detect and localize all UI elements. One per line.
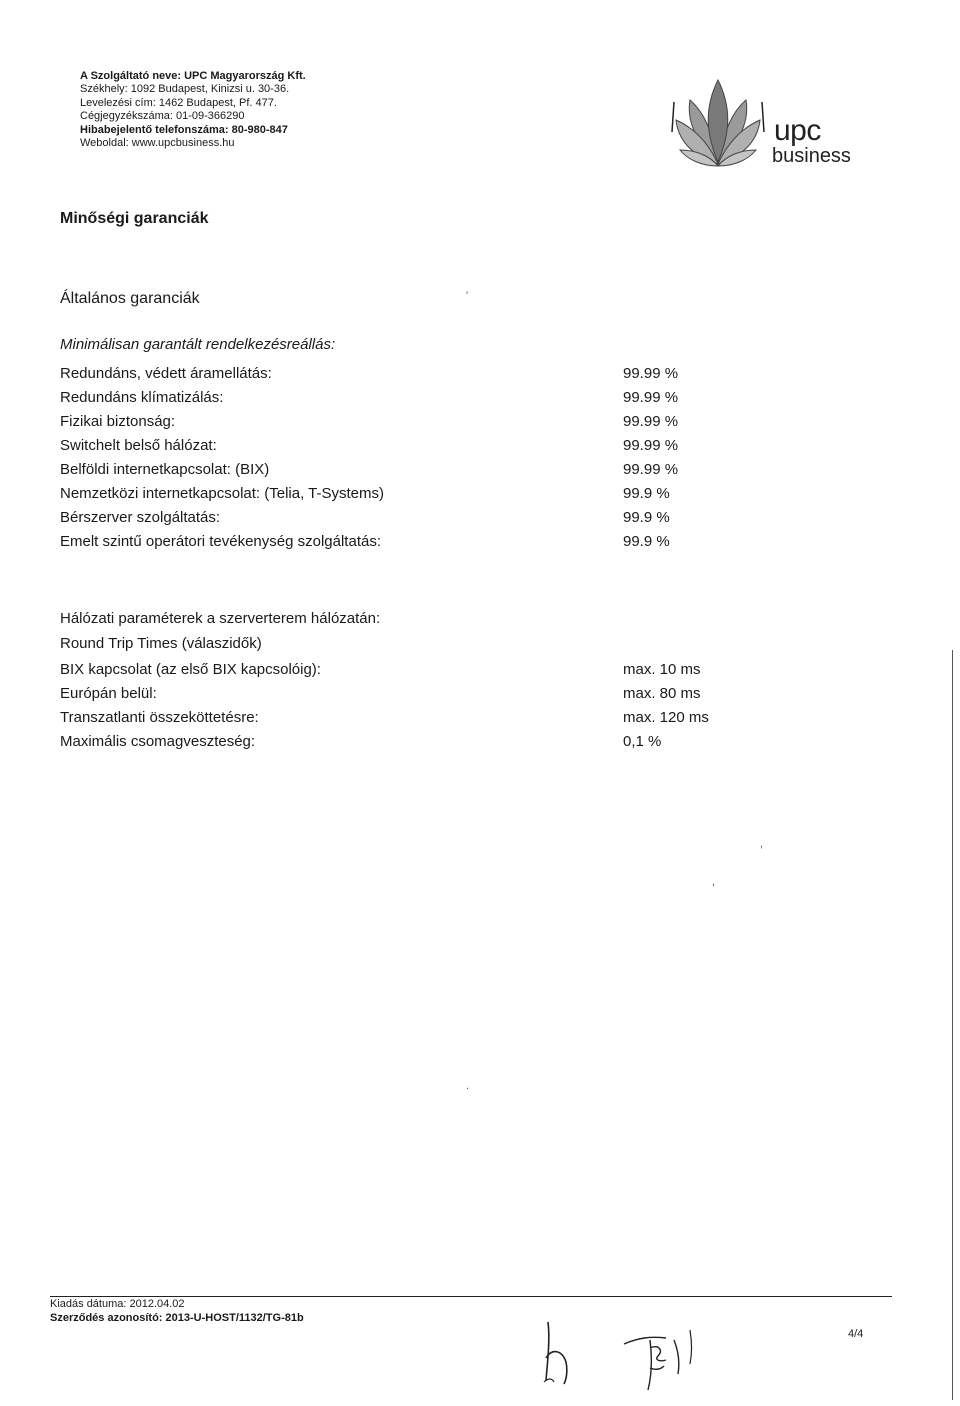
- logo-text-business: business: [772, 145, 851, 167]
- row-label: Redundáns klímatizálás:: [60, 389, 224, 406]
- logo-text-upc: upc: [774, 114, 821, 147]
- row-value: max. 80 ms: [623, 685, 701, 702]
- upc-flower-icon: [668, 72, 768, 172]
- network-heading: Hálózati paraméterek a szerverterem hálózatán:: [60, 610, 381, 627]
- row-value: max. 120 ms: [623, 709, 709, 726]
- company-website-line: Weboldal: www.upcbusiness.hu: [80, 137, 235, 150]
- row-value: max. 10 ms: [623, 661, 701, 678]
- availability-row: [60, 362, 760, 386]
- footer: [50, 1297, 304, 1325]
- row-value: 99.99 %: [623, 437, 679, 454]
- row-label: Switchelt belső hálózat:: [60, 437, 217, 454]
- row-label: Emelt szintű operátori tevékenység szolgáltatás:: [60, 533, 381, 550]
- row-value: 99.9 %: [623, 485, 670, 502]
- scan-speck: .: [466, 1080, 470, 1092]
- network-row: [60, 658, 760, 682]
- scan-speck: ,: [760, 838, 764, 850]
- row-label: Európán belül:: [60, 685, 157, 702]
- row-label: Maximális csomagveszteség:: [60, 733, 256, 750]
- row-value: 99.9 %: [623, 509, 670, 526]
- row-value: 99.99 %: [623, 389, 679, 406]
- page-subtitle: Általános garanciák: [60, 290, 200, 307]
- row-value: 99.99 %: [623, 365, 679, 382]
- scan-edge: [952, 650, 953, 1400]
- contract-id: Szerződés azonosító: 2013-U-HOST/1132/TG-81b: [50, 1312, 304, 1324]
- row-value: 99.9 %: [623, 533, 670, 550]
- row-value: 99.99 %: [623, 461, 679, 478]
- row-label: Fizikai biztonság:: [60, 413, 176, 430]
- network-row: [60, 682, 760, 706]
- availability-row: [60, 530, 760, 554]
- availability-row: [60, 506, 760, 530]
- upc-business-logo: [668, 72, 868, 172]
- page-number: 4/4: [848, 1328, 864, 1340]
- availability-row: [60, 458, 760, 482]
- handwritten-signature: [620, 1326, 710, 1396]
- network-row: [60, 706, 760, 730]
- scan-speck: ,: [712, 876, 716, 888]
- company-address-line: Székhely: 1092 Budapest, Kinizsi u. 30-36.: [80, 83, 290, 96]
- row-label: Nemzetközi internetkapcsolat: (Telia, T-Systems): [60, 485, 385, 502]
- availability-row: [60, 386, 760, 410]
- company-info: [80, 70, 306, 150]
- page-title: Minőségi garanciák: [60, 210, 209, 227]
- row-value: 99.99 %: [623, 413, 679, 430]
- availability-heading: Minimálisan garantált rendelkezésreállás:: [60, 336, 336, 353]
- handwritten-initial-1: [538, 1318, 578, 1388]
- company-name-line: A Szolgáltató neve: UPC Magyarország Kft.: [80, 70, 306, 82]
- network-row: [60, 730, 760, 754]
- availability-row: [60, 410, 760, 434]
- row-label: BIX kapcsolat (az első BIX kapcsolóig):: [60, 661, 321, 678]
- company-mail-line: Levelezési cím: 1462 Budapest, Pf. 477.: [80, 96, 277, 109]
- scan-speck: ': [466, 290, 469, 302]
- company-phone-line: Hibabejelentő telefonszáma: 80-980-847: [80, 123, 288, 136]
- availability-row: [60, 434, 760, 458]
- availability-row: [60, 482, 760, 506]
- row-label: Transzatlanti összeköttetésre:: [60, 709, 259, 726]
- issue-date: Kiadás dátuma: 2012.04.02: [50, 1298, 185, 1310]
- company-registration-line: Cégjegyzékszáma: 01-09-366290: [80, 110, 245, 123]
- row-label: Redundáns, védett áramellátás:: [60, 365, 272, 382]
- row-value: 0,1 %: [623, 733, 662, 750]
- row-label: Bérszerver szolgáltatás:: [60, 509, 221, 526]
- row-label: Belföldi internetkapcsolat: (BIX): [60, 461, 270, 478]
- network-subheading: Round Trip Times (válaszidők): [60, 635, 262, 652]
